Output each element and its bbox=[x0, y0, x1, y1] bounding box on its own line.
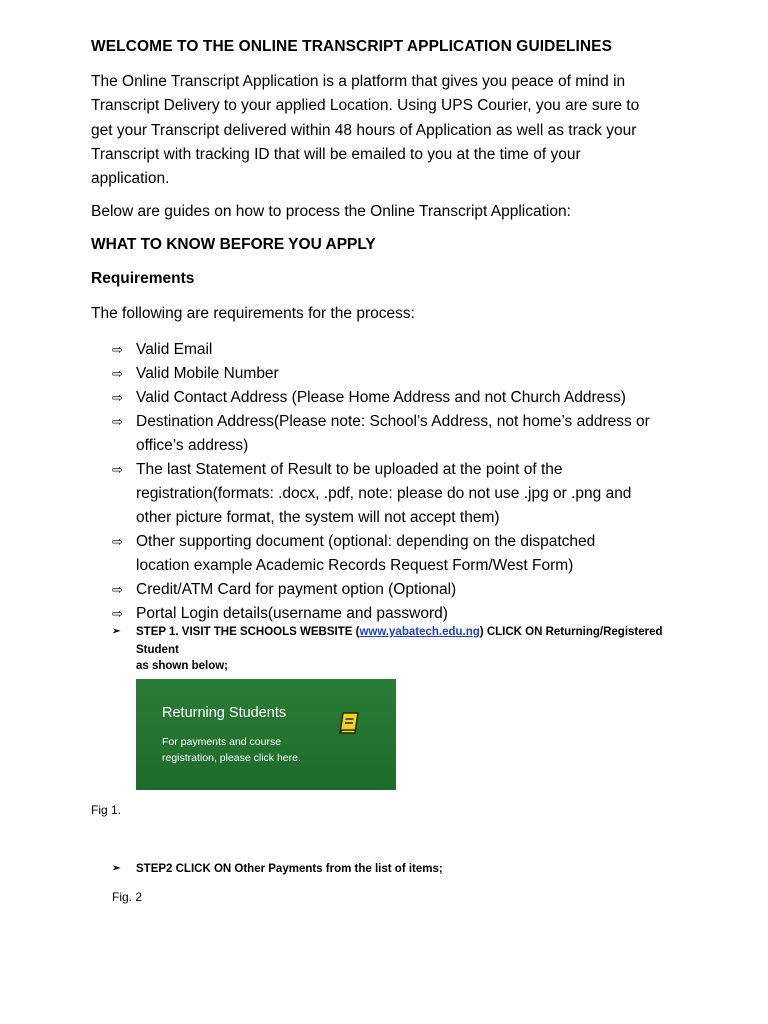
intro-line: Transcript with tracking ID that will be emailed to you at the time of your bbox=[91, 145, 581, 163]
step-2 bbox=[112, 860, 696, 878]
list-item-text: Destination Address(Please note: School’s Address, not home’s address or bbox=[136, 413, 650, 430]
list-item bbox=[112, 410, 692, 458]
list-item-text: Credit/ATM Card for payment option (Optional) bbox=[136, 581, 457, 598]
list-item-text: Portal Login details(username and password) bbox=[136, 605, 448, 622]
requirements-intro: The following are requirements for the process: bbox=[91, 305, 415, 322]
intro-line: The Online Transcript Application is a platform that gives you peace of mind in bbox=[91, 73, 626, 90]
list-item bbox=[112, 338, 692, 362]
as-shown-text: as shown below; bbox=[136, 660, 229, 672]
list-item bbox=[112, 578, 692, 602]
banner-title: Returning Students bbox=[162, 705, 287, 721]
book-icon bbox=[336, 710, 362, 736]
intro-line: application. bbox=[91, 170, 170, 188]
list-item-text: The last Statement of Result to be uploaded at the point of the bbox=[136, 461, 563, 478]
list-item-text: location example Academic Records Request Form/West Form) bbox=[136, 557, 574, 574]
list-item-text: other picture format, the system will not accept them) bbox=[136, 509, 500, 526]
arrowhead-bullet-icon: ➢ bbox=[112, 863, 121, 874]
step-1-prefix: STEP 1. VISIT THE SCHOOLS WEBSITE ( bbox=[136, 626, 360, 638]
list-item bbox=[112, 386, 692, 410]
figure-caption: Fig. 2 bbox=[112, 890, 143, 904]
requirements-heading: Requirements bbox=[91, 270, 195, 287]
arrow-right-icon: ⇨ bbox=[112, 342, 123, 357]
arrow-right-icon: ⇨ bbox=[112, 534, 123, 549]
list-item-text: office’s address) bbox=[136, 437, 249, 454]
banner-body: For payments and course registration, please click here. bbox=[162, 736, 301, 764]
list-item bbox=[112, 530, 692, 578]
page-title: WELCOME TO THE ONLINE TRANSCRIPT APPLICATION GUIDELINES bbox=[91, 38, 613, 55]
step-1-suffix: ) CLICK ON Returning/Registered Student bbox=[136, 626, 663, 656]
arrow-right-icon: ⇨ bbox=[112, 606, 123, 621]
step-1 bbox=[112, 623, 696, 659]
list-item bbox=[112, 362, 692, 386]
figure-caption: Fig 1. bbox=[91, 803, 122, 817]
arrow-right-icon: ⇨ bbox=[112, 414, 123, 429]
guides-intro: Below are guides on how to process the Online Transcript Application: bbox=[91, 203, 571, 220]
returning-students-banner bbox=[136, 679, 396, 790]
intro-line: Transcript Delivery to your applied Location. Using UPS Courier, you are sure to bbox=[91, 97, 640, 115]
arrow-right-icon: ⇨ bbox=[112, 366, 123, 381]
list-item-text: registration(formats: .docx, .pdf, note: please do not use .jpg or .png and bbox=[136, 485, 632, 502]
list-item-text: Valid Mobile Number bbox=[136, 365, 279, 382]
arrow-right-icon: ⇨ bbox=[112, 582, 123, 597]
list-item-text: Valid Contact Address (Please Home Address and not Church Address) bbox=[136, 389, 626, 406]
list-item-text: Valid Email bbox=[136, 341, 213, 358]
list-item bbox=[112, 458, 692, 530]
intro-line: get your Transcript delivered within 48 hours of Application as well as track your bbox=[91, 121, 637, 139]
before-apply-heading: WHAT TO KNOW BEFORE YOU APPLY bbox=[91, 236, 376, 253]
intro-paragraph bbox=[91, 70, 691, 191]
arrow-right-icon: ⇨ bbox=[112, 390, 123, 405]
requirements-list bbox=[112, 338, 692, 626]
list-item-text: Other supporting document (optional: depending on the dispatched bbox=[136, 533, 596, 550]
arrowhead-bullet-icon: ➢ bbox=[112, 626, 121, 637]
step-2-text: STEP2 CLICK ON Other Payments from the list of items; bbox=[136, 863, 443, 875]
school-website-link[interactable]: www.yabatech.edu.ng bbox=[359, 626, 480, 638]
arrow-right-icon: ⇨ bbox=[112, 462, 123, 477]
